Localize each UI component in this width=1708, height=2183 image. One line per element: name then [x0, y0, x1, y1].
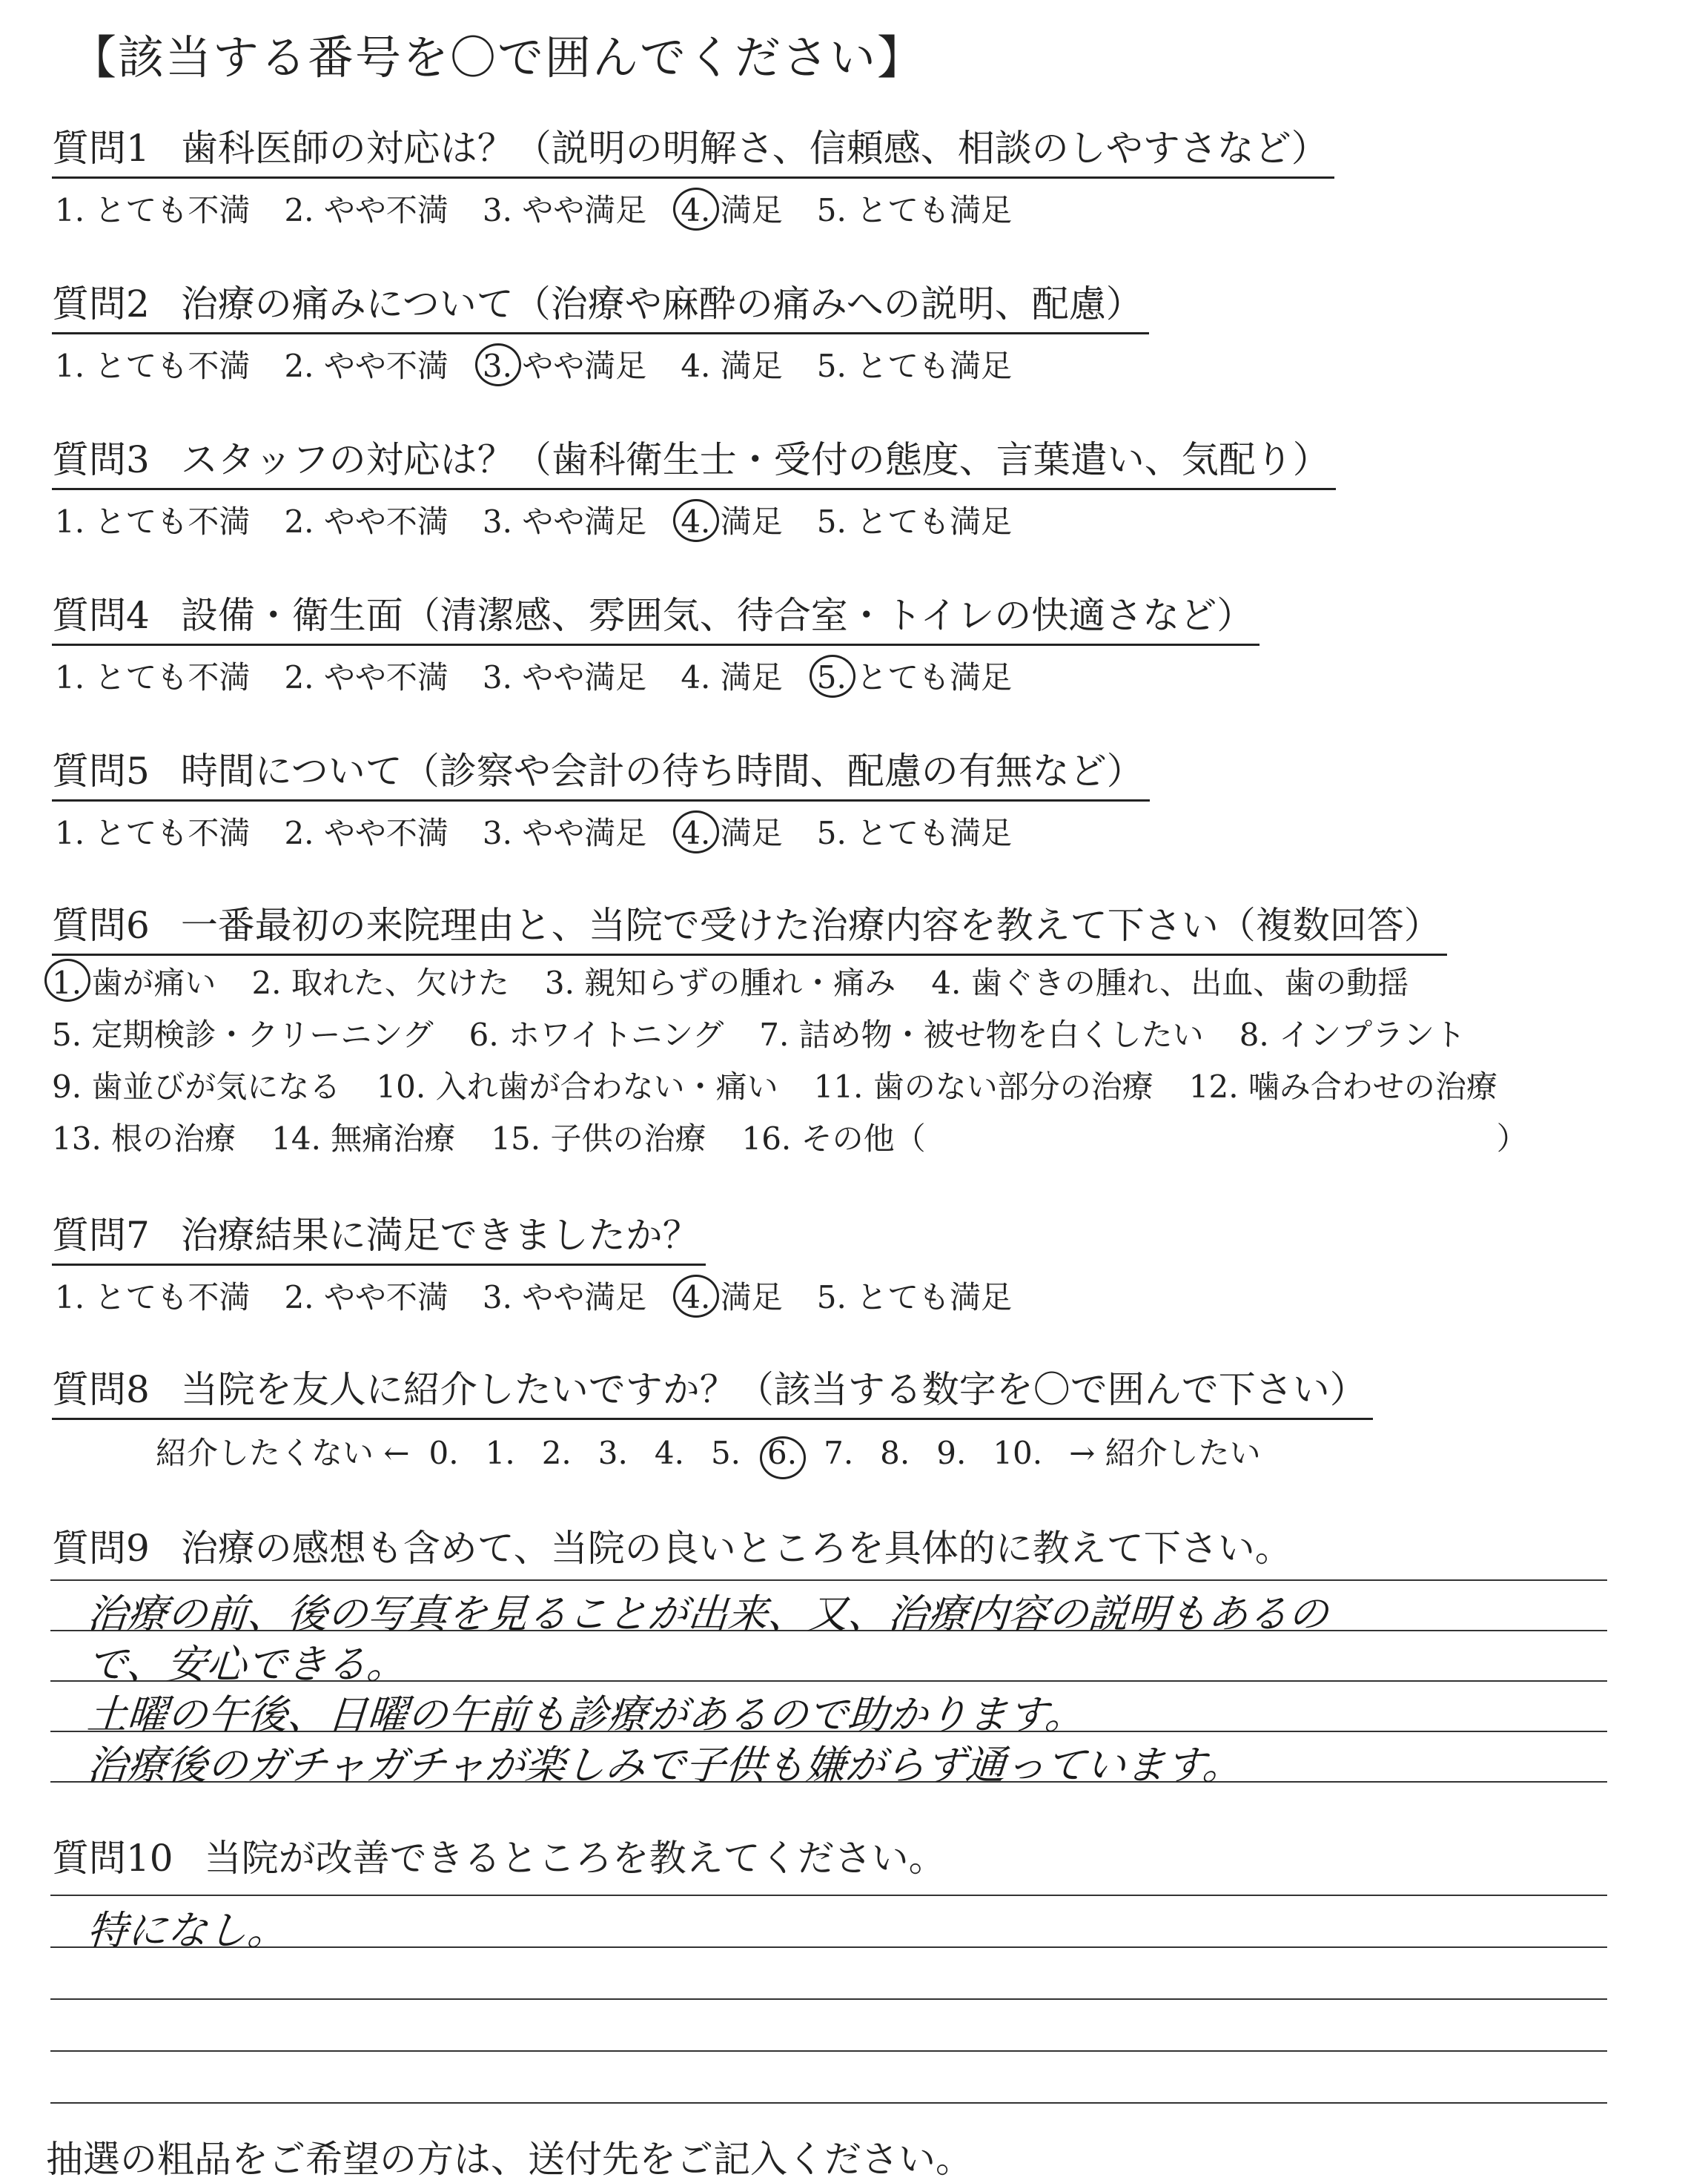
question-5-heading — [52, 742, 1150, 802]
scale-8[interactable]: 8. — [880, 1435, 910, 1471]
recommend-scale — [52, 1429, 1373, 1473]
scale-4[interactable]: 4. — [654, 1435, 684, 1471]
question-number: 質問10 — [52, 1837, 173, 1880]
question-9 — [52, 1519, 1298, 1576]
option-5[interactable]: 5. とても満足 — [816, 192, 1013, 228]
scale-10[interactable]: 10. — [993, 1435, 1043, 1471]
option-15[interactable]: 15. 子供の治療 — [491, 1120, 706, 1157]
handwritten-answer-line-4: 治療後のガチャガチャが楽しみで子供も嫌がらず通っています。 — [85, 1742, 1245, 1789]
option-3[interactable]: 3. やや満足 — [482, 1279, 647, 1315]
question-3 — [52, 430, 1336, 542]
question-number: 質問9 — [52, 1527, 150, 1570]
options-row-2 — [52, 1009, 1528, 1061]
footer-note: 抽選の粗品をご希望の方は、送付先をご記入ください。 — [46, 2138, 973, 2181]
option-14[interactable]: 14. 無痛治療 — [271, 1120, 456, 1157]
option-3[interactable]: 3. やや満足 — [482, 503, 647, 540]
answer-options — [52, 186, 1334, 231]
question-10 — [52, 1829, 952, 1886]
option-13[interactable]: 13. 根の治療 — [52, 1120, 236, 1157]
answer-options — [52, 498, 1336, 542]
option-4[interactable]: 4. 満足 — [681, 659, 783, 696]
question-6 — [52, 896, 1528, 1165]
question-text: 歯科医師の対応は？（説明の明解さ、信頼感、相談のしやすさなど） — [180, 127, 1328, 170]
answer-area-10[interactable] — [50, 1895, 1607, 2117]
ruled-line — [50, 1579, 1607, 1581]
question-text: 治療の感想も含めて、当院の良いところを具体的に教えて下さい。 — [180, 1527, 1292, 1570]
option-2[interactable]: 2. やや不満 — [284, 659, 448, 696]
option-2[interactable]: 2. やや不満 — [284, 348, 448, 384]
option-4[interactable]: 4. 満足 — [681, 498, 782, 542]
question-8 — [52, 1360, 1373, 1473]
scale-3[interactable]: 3. — [598, 1435, 628, 1471]
option-1[interactable]: 1. とても不満 — [55, 503, 251, 540]
option-7[interactable]: 7. 詰め物・被せ物を白くしたい — [759, 1017, 1204, 1053]
scale-9[interactable]: 9. — [936, 1435, 967, 1471]
option-3[interactable]: 3. やや満足 — [482, 659, 647, 696]
option-5[interactable]: 5. とても満足 — [816, 1279, 1013, 1315]
options-row-3 — [52, 1061, 1528, 1113]
question-text: 当院を友人に紹介したいですか？（該当する数字を〇で囲んで下さい） — [180, 1368, 1367, 1411]
question-text: 設備・衛生面（清潔感、雰囲気、待合室・トイレの快適さなど） — [180, 594, 1254, 637]
question-text: 治療結果に満足できましたか？ — [180, 1214, 700, 1257]
question-7-heading — [52, 1206, 706, 1266]
question-7 — [52, 1206, 1046, 1318]
question-text: スタッフの対応は？（歯科衛生士・受付の態度、言葉遣い、気配り） — [180, 438, 1330, 481]
answer-options — [52, 809, 1150, 853]
question-6-heading — [52, 896, 1447, 956]
answer-options — [52, 1273, 1046, 1318]
ruled-line — [50, 2102, 1607, 2104]
option-4[interactable]: 4. 満足 — [681, 348, 783, 384]
option-3[interactable]: 3. やや満足 — [483, 342, 646, 386]
question-3-heading — [52, 430, 1336, 490]
option-2[interactable]: 2. やや不満 — [284, 1279, 448, 1315]
scale-2[interactable]: 2. — [541, 1435, 572, 1471]
question-2-heading — [52, 274, 1149, 334]
page-title: 【該当する番号を〇で囲んでください】 — [70, 30, 925, 85]
option-5[interactable]: 5. とても満足 — [816, 503, 1013, 540]
option-5[interactable]: 5. 定期検診・クリーニング — [52, 1017, 434, 1053]
other-close-paren: ） — [1496, 1120, 1528, 1157]
option-3[interactable]: 3. やや満足 — [482, 192, 647, 228]
option-1[interactable]: 1. とても不満 — [55, 815, 251, 851]
option-2[interactable]: 2. やや不満 — [284, 192, 448, 228]
question-number: 質問2 — [52, 283, 150, 326]
handwritten-answer-line-1: 治療の前、後の写真を見ることが出来、又、治療内容の説明もあるの — [85, 1591, 1330, 1637]
scale-right-label: → 紹介したい — [1069, 1435, 1261, 1471]
option-12[interactable]: 12. 噛み合わせの治療 — [1188, 1069, 1497, 1105]
question-number: 質問6 — [52, 904, 150, 947]
question-number: 質問8 — [52, 1368, 150, 1411]
option-5[interactable]: 5. とても満足 — [816, 348, 1013, 384]
question-8-heading — [52, 1360, 1373, 1420]
option-11[interactable]: 11. 歯のない部分の治療 — [813, 1069, 1153, 1105]
answer-area-9[interactable] — [50, 1579, 1607, 1802]
question-5 — [52, 742, 1150, 853]
option-2[interactable]: 2. やや不満 — [284, 815, 448, 851]
scale-0[interactable]: 0. — [428, 1435, 459, 1471]
question-text: 時間について（診察や会計の待ち時間、配慮の有無など） — [180, 750, 1144, 793]
option-6[interactable]: 6. ホワイトニング — [469, 1017, 724, 1053]
options-row-4 — [52, 1113, 1528, 1165]
question-9-heading — [52, 1519, 1298, 1576]
option-5[interactable]: 5. とても満足 — [816, 815, 1013, 851]
option-3[interactable]: 3. 親知らずの腫れ・痛み — [544, 965, 896, 1001]
scale-6[interactable]: 6. — [767, 1435, 798, 1471]
multi-answer-options — [52, 957, 1528, 1165]
question-text: 治療の痛みについて（治療や麻酔の痛みへの説明、配慮） — [180, 283, 1143, 326]
scale-left-label: 紹介したくない ← — [156, 1435, 410, 1471]
question-number: 質問3 — [52, 438, 150, 481]
option-2[interactable]: 2. やや不満 — [284, 503, 448, 540]
handwritten-answer-line-1: 特になし。 — [85, 1907, 289, 1954]
options-row-1 — [52, 957, 1528, 1009]
ruled-line — [50, 1998, 1607, 2000]
option-1[interactable]: 1. とても不満 — [55, 348, 251, 384]
question-number: 質問5 — [52, 750, 150, 793]
question-number: 質問4 — [52, 594, 150, 637]
question-4-heading — [52, 586, 1260, 646]
option-5[interactable]: 5. とても満足 — [817, 653, 1012, 698]
option-4[interactable]: 4. 満足 — [681, 186, 782, 231]
option-16[interactable]: 16. その他（ — [741, 1120, 926, 1157]
question-1 — [52, 119, 1334, 231]
option-1[interactable]: 1. とても不満 — [55, 192, 251, 228]
option-1[interactable]: 1. とても不満 — [55, 1279, 251, 1315]
option-10[interactable]: 10. 入れ歯が合わない・痛い — [376, 1069, 778, 1105]
question-number: 質問1 — [52, 127, 150, 170]
question-1-heading — [52, 119, 1334, 179]
scale-7[interactable]: 7. — [824, 1435, 854, 1471]
option-4[interactable]: 4. 歯ぐきの腫れ、出血、歯の動揺 — [931, 965, 1409, 1001]
option-3[interactable]: 3. やや満足 — [482, 815, 647, 851]
option-9[interactable]: 9. 歯並びが気になる — [52, 1069, 341, 1105]
option-4[interactable]: 4. 満足 — [681, 1273, 782, 1318]
question-text: 一番最初の来院理由と、当院で受けた治療内容を教えて下さい（複数回答） — [180, 904, 1441, 947]
scale-1[interactable]: 1. — [485, 1435, 515, 1471]
handwritten-answer-line-2: で、安心できる。 — [85, 1641, 408, 1688]
question-4 — [52, 586, 1260, 698]
option-8[interactable]: 8. インプラント — [1239, 1017, 1466, 1053]
option-1[interactable]: 1. とても不満 — [55, 659, 251, 696]
question-10-heading — [52, 1829, 952, 1886]
scale-5[interactable]: 5. — [710, 1435, 741, 1471]
ruled-line — [50, 2050, 1607, 2052]
ruled-line — [50, 1895, 1607, 1896]
question-2 — [52, 274, 1149, 386]
handwritten-answer-line-3: 土曜の午後、日曜の午前も診療があるので助かります。 — [85, 1691, 1087, 1738]
answer-options — [52, 653, 1260, 698]
option-4[interactable]: 4. 満足 — [681, 809, 782, 853]
question-number: 質問7 — [52, 1214, 150, 1257]
option-1[interactable]: 1. 歯が痛い — [52, 957, 216, 1009]
option-2[interactable]: 2. 取れた、欠けた — [251, 965, 509, 1001]
question-text: 当院が改善できるところを教えてください。 — [204, 1837, 946, 1880]
answer-options — [52, 342, 1149, 386]
